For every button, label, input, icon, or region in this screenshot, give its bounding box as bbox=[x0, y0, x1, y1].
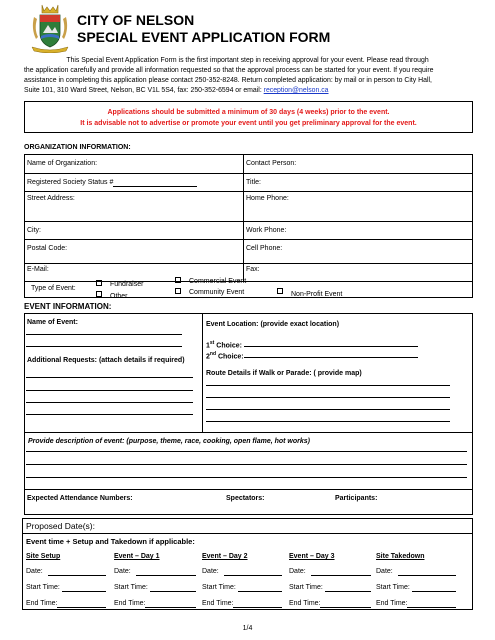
date-field[interactable] bbox=[398, 575, 456, 576]
city-label: City: bbox=[27, 227, 41, 234]
intro-line-3: assistance in completing this application please contact 250-352-8248. Return completed application: by mail or in person to City Hall, bbox=[24, 77, 432, 84]
setup-takedown-heading: Event time + Setup and Takedown if applicable: bbox=[26, 537, 195, 546]
fax-label: Fax: bbox=[246, 266, 260, 273]
route-line-3[interactable] bbox=[206, 409, 450, 410]
org-name-label: Name of Organization: bbox=[27, 160, 98, 167]
date-column-heading: Site Setup bbox=[26, 553, 61, 560]
city-crest-logo bbox=[28, 3, 72, 53]
date-field[interactable] bbox=[224, 575, 282, 576]
date-column-heading: Event – Day 3 bbox=[289, 553, 335, 560]
community-label: Community Event bbox=[189, 289, 245, 296]
description-line-3[interactable] bbox=[26, 477, 467, 478]
intro-line-4-text: Suite 101, 310 Ward Street, Nelson, BC V1L 5S4, fax: 250-352-6594 or email: bbox=[24, 87, 264, 94]
other-checkbox[interactable] bbox=[96, 291, 102, 297]
date-column-heading: Event – Day 1 bbox=[114, 553, 160, 560]
date-label: Date: bbox=[289, 568, 306, 575]
email-link[interactable]: reception@nelson.ca bbox=[263, 87, 329, 94]
route-line-1[interactable] bbox=[206, 385, 450, 386]
description-line-1[interactable] bbox=[26, 451, 467, 452]
nonprofit-label: Non-Profit Event bbox=[291, 291, 343, 298]
postal-code-label: Postal Code: bbox=[27, 245, 68, 252]
date-column-heading: Event – Day 2 bbox=[202, 553, 248, 560]
nonprofit-checkbox[interactable] bbox=[277, 288, 283, 294]
route-details-label: Route Details if Walk or Parade: ( provide map) bbox=[206, 370, 362, 377]
start-time-label: Start Time: bbox=[26, 584, 60, 591]
society-status-field[interactable] bbox=[113, 186, 197, 187]
start-time-label: Start Time: bbox=[289, 584, 323, 591]
date-column-heading: Site Takedown bbox=[376, 553, 425, 560]
title-label: Title: bbox=[246, 179, 261, 186]
fundraiser-checkbox[interactable] bbox=[96, 280, 102, 286]
additional-requests-label: Additional Requests: (attach details if required) bbox=[27, 357, 185, 364]
email-label: E-Mail: bbox=[27, 266, 49, 273]
event-type-label: Type of Event: bbox=[31, 285, 76, 292]
first-choice-label bbox=[206, 339, 242, 350]
second-choice-sup: nd bbox=[209, 351, 217, 357]
street-address-label: Street Address: bbox=[27, 195, 75, 202]
end-time-field[interactable] bbox=[320, 607, 371, 608]
event-name-line-1[interactable] bbox=[26, 334, 182, 335]
commercial-label: Commercial Event bbox=[189, 278, 247, 285]
second-choice-num: 2 bbox=[206, 353, 210, 361]
org-section-heading: ORGANIZATION INFORMATION: bbox=[24, 144, 131, 151]
commercial-checkbox[interactable] bbox=[175, 277, 181, 283]
end-time-label: End Time: bbox=[26, 600, 58, 607]
notice-line-1: Applications should be submitted a minimum of 30 days (4 weeks) prior to the event. bbox=[107, 109, 390, 116]
additional-line-1[interactable] bbox=[26, 377, 193, 378]
event-location-label: Event Location: (provide exact location) bbox=[206, 321, 340, 328]
end-time-field[interactable] bbox=[57, 607, 106, 608]
date-label: Date: bbox=[26, 568, 43, 575]
participants-label: Participants: bbox=[335, 495, 378, 502]
community-checkbox[interactable] bbox=[175, 288, 181, 294]
end-time-field[interactable] bbox=[233, 607, 282, 608]
fundraiser-label: Fundraiser bbox=[110, 281, 144, 288]
route-line-2[interactable] bbox=[206, 397, 450, 398]
additional-line-4[interactable] bbox=[26, 414, 193, 415]
route-line-4[interactable] bbox=[206, 421, 450, 422]
start-time-field[interactable] bbox=[150, 591, 196, 592]
event-name-label: Name of Event: bbox=[27, 319, 78, 326]
spectators-label: Spectators: bbox=[226, 495, 265, 502]
event-section-heading: EVENT INFORMATION: bbox=[24, 302, 112, 311]
notice-box bbox=[24, 101, 473, 133]
home-phone-label: Home Phone: bbox=[246, 195, 289, 202]
intro-line-2: the application carefully and provide all information requested so that the approval process can be started for your event. If you require bbox=[24, 67, 434, 74]
cell-phone-label: Cell Phone: bbox=[246, 245, 283, 252]
start-time-field[interactable] bbox=[325, 591, 371, 592]
end-time-field[interactable] bbox=[407, 607, 456, 608]
attendance-label: Expected Attendance Numbers: bbox=[27, 495, 133, 502]
intro-line-1: This Special Event Application Form is the first important step in receiving approval for your event. Please read through bbox=[66, 57, 429, 64]
end-time-field[interactable] bbox=[145, 607, 196, 608]
additional-line-3[interactable] bbox=[26, 402, 193, 403]
first-choice-field[interactable] bbox=[244, 346, 418, 347]
event-name-line-2[interactable] bbox=[26, 346, 182, 347]
page-title-line2: SPECIAL EVENT APPLICATION FORM bbox=[77, 29, 331, 45]
intro-line-4 bbox=[24, 86, 329, 95]
contact-person-label: Contact Person: bbox=[246, 160, 297, 167]
second-choice-text: Choice: bbox=[216, 353, 244, 361]
start-time-label: Start Time: bbox=[376, 584, 410, 591]
additional-line-2[interactable] bbox=[26, 390, 193, 391]
start-time-label: Start Time: bbox=[114, 584, 148, 591]
date-label: Date: bbox=[202, 568, 219, 575]
second-choice-label bbox=[206, 350, 244, 361]
date-label: Date: bbox=[376, 568, 393, 575]
end-time-label: End Time: bbox=[202, 600, 234, 607]
start-time-label: Start Time: bbox=[202, 584, 236, 591]
first-choice-text: Choice: bbox=[214, 342, 242, 350]
date-field[interactable] bbox=[136, 575, 196, 576]
notice-line-2: It is advisable not to advertise or promote your event until you get preliminary approval for the event. bbox=[80, 120, 417, 127]
page-title-line1: CITY OF NELSON bbox=[77, 12, 195, 28]
other-label: Other bbox=[110, 293, 128, 300]
date-field[interactable] bbox=[311, 575, 371, 576]
society-status-label: Registered Society Status # bbox=[27, 179, 114, 186]
end-time-label: End Time: bbox=[289, 600, 321, 607]
date-label: Date: bbox=[114, 568, 131, 575]
second-choice-field[interactable] bbox=[244, 357, 418, 358]
start-time-field[interactable] bbox=[62, 591, 106, 592]
first-choice-sup: st bbox=[209, 340, 215, 346]
page-number: 1/4 bbox=[242, 625, 253, 632]
proposed-dates-table bbox=[22, 518, 473, 610]
description-label: Provide description of event: (purpose, theme, race, cooking, open flame, hot works) bbox=[28, 438, 310, 445]
end-time-label: End Time: bbox=[114, 600, 146, 607]
end-time-label: End Time: bbox=[376, 600, 408, 607]
date-field[interactable] bbox=[48, 575, 106, 576]
proposed-dates-label: Proposed Date(s): bbox=[26, 521, 95, 531]
work-phone-label: Work Phone: bbox=[246, 227, 287, 234]
start-time-field[interactable] bbox=[412, 591, 456, 592]
first-choice-num: 1 bbox=[206, 342, 210, 350]
start-time-field[interactable] bbox=[238, 591, 282, 592]
description-line-2[interactable] bbox=[26, 464, 467, 465]
